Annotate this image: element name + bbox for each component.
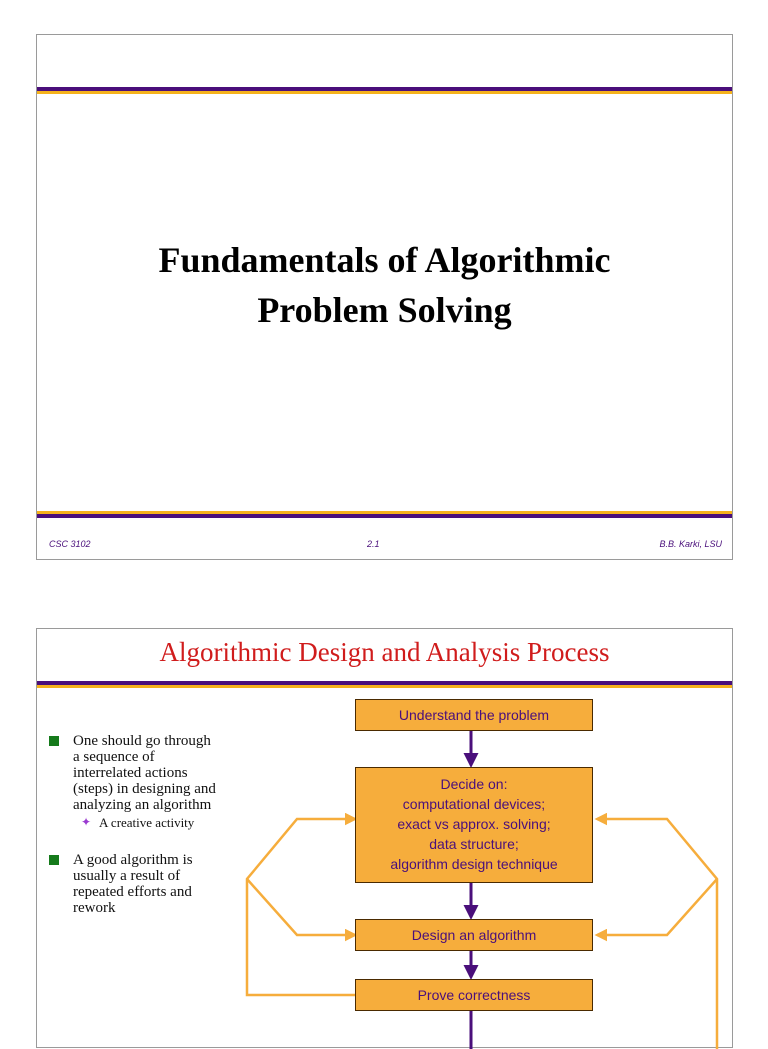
bullet-text: A good algorithm is usually a result of repeated efforts and rework <box>73 852 193 916</box>
step-decide-box <box>355 767 593 883</box>
left-feedback-loop <box>247 819 357 995</box>
decide-line-1: Decide on: <box>440 776 508 792</box>
process-slide <box>36 628 733 1048</box>
step-design-box <box>355 919 593 951</box>
footer-course: CSC 3102 <box>49 539 91 549</box>
bullet-text: One should go through a sequence of interrelated actions (steps) in designing and analyzing an algorithm <box>73 733 216 813</box>
footer-author: B.B. Karki, LSU <box>659 539 722 549</box>
slide-footer <box>37 535 732 557</box>
title-slide <box>36 34 733 560</box>
decide-line-4: data structure; <box>429 836 519 852</box>
step-prove-box <box>355 979 593 1011</box>
star-bullet-icon: ✦ <box>81 815 92 829</box>
right-feedback-to-design <box>597 879 717 935</box>
title-line-2: Problem Solving <box>257 290 512 330</box>
decide-line-3: exact vs approx. solving; <box>397 816 551 832</box>
footer-page-number: 2.1 <box>367 539 380 549</box>
step-prove-label: Prove correctness <box>417 987 531 1003</box>
slide-title <box>37 235 732 335</box>
step-understand-label: Understand the problem <box>398 707 550 723</box>
title-line-1: Fundamentals of Algorithmic <box>158 240 611 280</box>
step-understand-box <box>355 699 593 731</box>
bottom-rule <box>37 511 732 518</box>
decide-line-2: computational devices; <box>402 796 546 812</box>
step-design-label: Design an algorithm <box>411 927 537 943</box>
top-rule <box>37 87 732 94</box>
sub-bullet-text: A creative activity <box>99 815 195 830</box>
slide-title: Algorithmic Design and Analysis Process <box>159 637 610 667</box>
decide-line-5: algorithm design technique <box>390 856 558 872</box>
left-feedback-to-design <box>247 879 355 935</box>
